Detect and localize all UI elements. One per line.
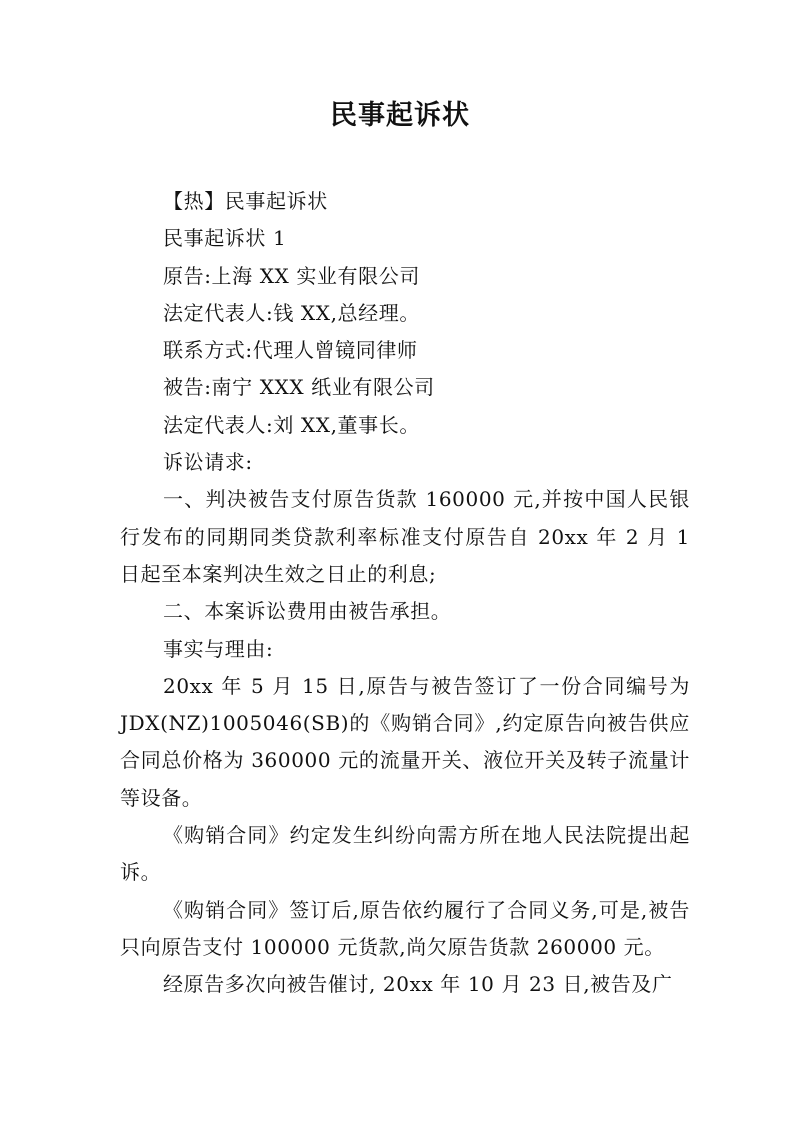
- defendant-line: 被告:南宁 XXX 纸业有限公司: [163, 375, 435, 400]
- facts-paragraph-contract: 20xx 年 5 月 15 日,原告与被告签订了一份合同编号为 JDX(NZ)1005046(SB)的《购销合同》,约定原告向被告供应合同总价格为 360000 元的流量开关、液位开关及转子流量计等设备。: [120, 673, 690, 810]
- contact-line: 联系方式:代理人曾镜同律师: [163, 338, 418, 363]
- plaintiff-representative-line: 法定代表人:钱 XX,总经理。: [163, 300, 420, 325]
- facts-paragraph-collection: 经原告多次向被告催讨, 20xx 年 10 月 23 日,被告及广: [163, 972, 673, 997]
- plaintiff-line: 原告:上海 XX 实业有限公司: [163, 263, 420, 288]
- document-body: [120, 183, 690, 1004]
- facts-heading: 事实与理由:: [163, 636, 274, 661]
- claim-two-paragraph: 二、本案诉讼费用由被告承担。: [163, 599, 452, 624]
- paragraph-heading: 【热】民事起诉状: [163, 189, 328, 213]
- document-title: 民事起诉状: [330, 100, 470, 131]
- claim-one-paragraph: 一、判决被告支付原告货款 160000 元,并按中国人民银行发布的同期同类贷款利率标准支付原告自 20xx 年 2 月 1 日起至本案判决生效之日止的利息;: [120, 487, 690, 586]
- defendant-representative-line: 法定代表人:刘 XX,董事长。: [163, 412, 420, 437]
- paragraph-subheading: 民事起诉状 1: [163, 226, 287, 251]
- facts-paragraph-payment: 《购销合同》签订后,原告依约履行了合同义务,可是,被告只向原告支付 100000 元货款,尚欠原告货款 260000 元。: [120, 897, 690, 959]
- claims-heading: 诉讼请求:: [163, 450, 253, 475]
- facts-paragraph-jurisdiction: 《购销合同》约定发生纠纷向需方所在地人民法院提出起诉。: [120, 823, 690, 885]
